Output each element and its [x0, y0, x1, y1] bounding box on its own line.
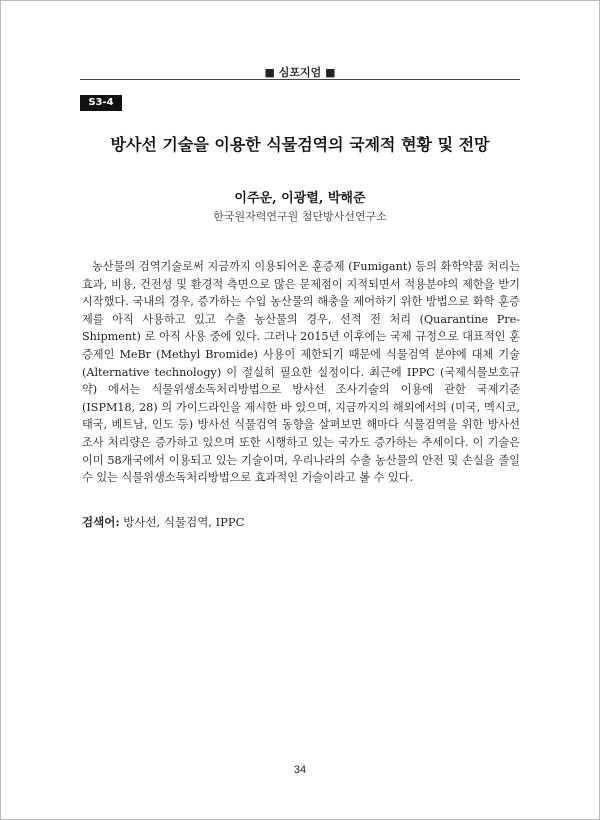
paper-authors: 이주운, 이광렬, 박해준 [234, 191, 366, 206]
section-header: ■ 심포지엄 ■ [264, 66, 336, 79]
header-rule [80, 79, 520, 80]
paper-affiliation: 한국원자력연구원 첨단방사선연구소 [213, 210, 387, 223]
keywords-label: 검색어: [82, 515, 120, 529]
page-number: 34 [293, 764, 307, 776]
abstract-body: 농산물의 검역기술로써 지금까지 이용되어온 훈증제 (Fumigant) 등의 화학약품 처리는 효과, 비용, 건전성 및 환경적 측면으로 많은 문제점이 지적되면서 적용분야의 제한을 받기 시작했다. 국내의 경우, 증가하는 수입 농산물의 해충을 제어하기 위한 방법으로 화학 훈증제를 아직 사용하고 있고 수출 농산물의 경우, 선적 전 처리 (Quarantine Pre-Shipment) 로 아직 사용 중에 있다. 그러나 2015년 이후에는 국제 규정으로 대표적인 훈증제인 MeBr (Methyl Bromide) 사용이 제한되기 때문에 식물검역 분야에 대체 기술 (Alternative technology) 이 절실히 필요한 실정이다. 최근에 IPPC (국제식물보호규약) 에서는 식물위생소독처리방법으로 방사선 조사기술의 이용에 관한 국제기준 (ISPM18, 28) 의 가이드라인을 제시한 바 있으며, 지금까지의 해외에서의 (미국, 멕시코, 태국, 베트남, 인도 등) 방사선 식물검역 동향을 살펴보면 해마다 식물검역을 위한 방사선 조사 처리량은 증가하고 있으며 또한 시행하고 있는 국가도 증가하는 추세이다. 이 기술은 이미 58개국에서 이용되고 있는 기술이며, 우리나라의 수출 농산물의 안전 및 손실을 줄일 수 있는 식물위생소독처리방법으로 효과적인 기술이라고 볼 수 있다. [82, 260, 520, 485]
keywords-line [82, 514, 520, 530]
session-badge: S3-4 [80, 95, 122, 111]
paper-title: 방사선 기술을 이용한 식물검역의 국제적 현황 및 전망 [110, 135, 490, 154]
keywords-values: 방사선, 식물검역, IPPC [123, 515, 245, 529]
